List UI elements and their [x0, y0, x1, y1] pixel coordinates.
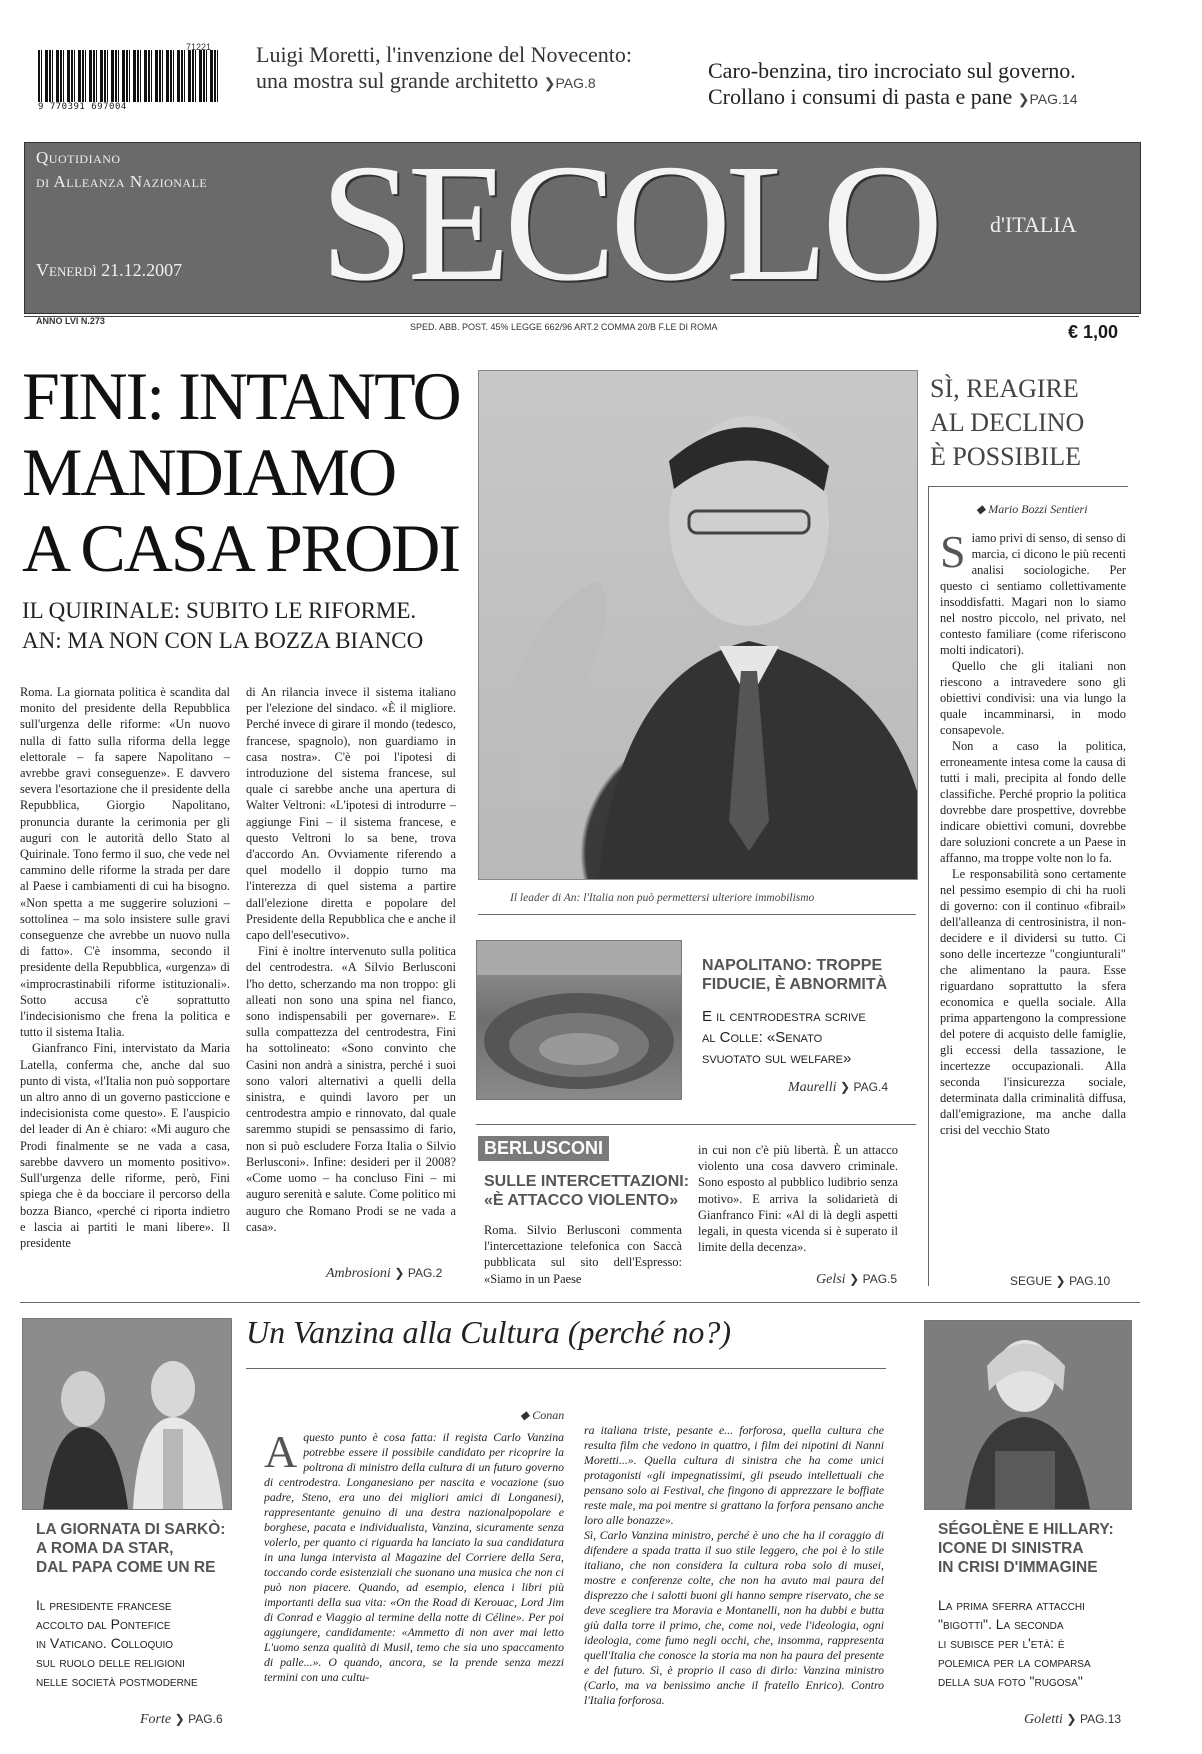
- sarko-headline-line1: LA GIORNATA DI SARKÒ:: [36, 1521, 226, 1538]
- sarko-headline-line3: DAL PAPA COME UN RE: [36, 1559, 216, 1576]
- main-subhead: [22, 596, 462, 656]
- berlusconi-headline[interactable]: [484, 1172, 694, 1210]
- napolitano-headline[interactable]: [702, 956, 912, 994]
- berlusconi-signature[interactable]: [816, 1272, 897, 1288]
- editorial-para: Quello che gli italiani non riescono a intravedere sono gli obiettivi condivisi: una via lungo la quale incamminarsi, in modo consapevole.: [940, 659, 1126, 737]
- napolitano-subhead-line1: E il centrodestra scrive: [702, 1008, 866, 1025]
- editorial-headline-line3: È POSSIBILE: [930, 442, 1081, 471]
- author-name: Goletti: [1024, 1712, 1063, 1727]
- editorial-text: [940, 530, 1126, 1270]
- teaser-benzina-line1: Caro-benzina, tiro incrociato sul governo.: [708, 58, 1076, 83]
- main-article-para: di An rilancia invece il sistema italiano per l'elezione del sindaco. «È il migliore. Perché invece di girare il mondo (tedesco, francese, spagnolo), non guardiamo in casa nostra». C'è poi l'ipotesi di introduzione del sistema francese, sul quale ci sarebbe anche una apertura di Walter Veltroni: «L'ipotesi di introdurre – aggiunge Fini – il sistema francese, e questo Veltroni lo sa bene, trova d'accordo An. Ovviamente riferendo a quel modello il doppio turno ma l'interezza di quel sistema a partire dall'elezione diretta e popolare del Presidente della Repubblica che e anche il capo dell'esecutivo».: [246, 685, 456, 943]
- teaser-moretti[interactable]: [256, 42, 686, 96]
- segolene-subhead-line: li subisce per l'età: è: [938, 1635, 1065, 1651]
- postal-info: SPED. ABB. POST. 45% LEGGE 662/96 ART.2 COMMA 20/B F.LE DI ROMA: [410, 322, 718, 332]
- divider: [246, 1368, 886, 1369]
- berlusconi-col2: [698, 1142, 898, 1290]
- vanzina-para: ra italiana triste, pesante e... forforosa, quella cultura che resulta film che vedono in quattro, i film dei nipotini di Nanni Moretti...». Quella cultura di sinistra che ha come unici protagonisti «gli impegnatissimi, gli pseudo intellettuali che pensano solo ai Festival, che fingono di apprezzare le boffiate reste male, ma poi mentre si grattano la forfora pensano anche loro alle bonazze». Sì, Carlo Vanzina ministro, perché è uno che ha il coraggio di difendere a spada tratta il suo stile leggero, che poi è lo stile italiano, che non considera la cultura roba solo di musei, mostre e conferenze colte, che non ha avuto mai paura del disprezzo che i salotti buoni gli hanno sempre riservato, che se deve scegliere tra Moravia e Montanelli, non ha dubbi e butta giù dalla torre il primo, che, come noi, vede l'ideologia, ogni ideologia, come fumo negli occhi, che, insomma, rappresenta quell'Italia che conosce la storia ma non ha paura del presente e del futuro. Sì, è proprio il caso di dirlo: Vanzina ministro (Carlo, ma va benissimo anche il fratello Enrico). Contro l'Italia forforosa.: [584, 1423, 884, 1707]
- vanzina-dropcap: A: [264, 1430, 298, 1477]
- page-ref: PAG.5: [862, 1272, 898, 1286]
- berlusconi-para: Roma. Silvio Berlusconi commenta l'intercettazione telefonica con Saccà pubblicata sul sito dell'Espresso: «Siamo in un Paese: [484, 1223, 682, 1286]
- masthead-title: SECOLO: [320, 130, 938, 316]
- sarko-subhead-line: in Vaticano. Colloquio: [36, 1635, 174, 1651]
- main-article-para: Roma. La giornata politica è scandita dal monito del presidente della Repubblica sull'urgenza delle riforme: «Un nuovo nulla di fatto sulla riforma della legge elettorale – fa sapere Napolitano – avrebbe gravi conseguenze». E davvero severa l'esortazione che il presidente della Repubblica, Giorgio Napolitano, pronuncia durante la cerimonia per gli auguri con le autorità dello Stato al Quirinale. Tono fermo il suo, che vede nel cammino delle riforme la strada per dare al Paese i cambiamenti di cui ha bisogno. «Non spetta a me suggerire soluzioni – sottolinea – ma solo insistere sulle gravi conseguenze che avrebbe un nuovo nulla di fatto». C'è insomma, secondo il presidente della Repubblica, «urgenza» di «improcrastinabili riforme istituzionali». Sotto accusa c'è soprattutto l'indecisionismo che frena la politica e tutto il sistema Italia.: [20, 685, 230, 1040]
- price: € 1,00: [1068, 322, 1119, 342]
- segolene-subhead-line: polemica per la comparsa: [938, 1654, 1091, 1670]
- berlusconi-headline-line1: SULLE INTERCETTAZIONI:: [484, 1173, 690, 1190]
- section-divider: [20, 1302, 1140, 1303]
- teaser-benzina-line2: Crollano i consumi di pasta e pane: [708, 84, 1013, 109]
- main-article-para: Fini è inoltre intervenuto sulla politica del centrodestra. «A Silvio Berlusconi l'ho detto, scherzando ma non troppo: gli alleati non sono una spina nel fianco, sono indispensabili per governare». E sulla compattezza del centrodestra, Fini ha sottolineato: «Sono convinto che Casini non andrà a sinistra, perché i suoi sono valori alternativi a quelli della sinistra, e quindi lavoro per un centrodestra ampio e rinnovato, dal quale saremmo stupidi se pensassimo di fario, non si può escludere Forza Italia o Silvio Berlusconi». Infine: desideri per il 2008? «Come uomo – ha concluso Fini – mi auguro serenità e salute. Come politico mi auguro che Romano Prodi se ne vada a casa».: [246, 944, 456, 1234]
- issue-number: ANNO LVI N.273: [36, 316, 105, 326]
- portrait-illustration: [479, 371, 917, 879]
- divider: [476, 1124, 916, 1125]
- hillary-photo: [924, 1320, 1132, 1510]
- editorial-headline-line1: SÌ, REAGIRE: [930, 374, 1079, 403]
- segolene-headline[interactable]: [938, 1520, 1138, 1577]
- main-article-signature[interactable]: [326, 1266, 442, 1282]
- page-ref: PAG.13: [1079, 1712, 1122, 1726]
- main-headline-line3: A CASA PRODI: [22, 510, 460, 586]
- page-ref: PAG.4: [853, 1080, 889, 1094]
- sarko-headline[interactable]: [36, 1520, 236, 1577]
- teaser-moretti-page: PAG.8: [555, 75, 596, 91]
- barcode-small: 71221: [186, 42, 212, 52]
- sarko-photo: [22, 1318, 232, 1510]
- segolene-subhead-line: della sua foto "rugosa": [938, 1673, 1083, 1689]
- sarko-subhead-line: accolto dal Pontefice: [36, 1616, 171, 1632]
- photo-caption: Il leader di An: l'Italia non può permettersi ulteriore immobilismo: [510, 892, 815, 904]
- senate-photo: [476, 940, 682, 1100]
- main-headline-line2: MANDIAMO: [22, 434, 396, 510]
- teaser-benzina-page: PAG.14: [1029, 91, 1078, 107]
- sarko-subhead: [36, 1596, 236, 1691]
- sarko-pope-illustration: [23, 1319, 231, 1509]
- sarko-signature[interactable]: [140, 1712, 223, 1728]
- senate-illustration: [477, 941, 681, 1099]
- sarko-subhead-line: nelle società postmoderne: [36, 1673, 198, 1689]
- barcode: [38, 50, 218, 102]
- issue-date: Venerdì 21.12.2007: [36, 260, 183, 280]
- author-name: Forte: [140, 1712, 172, 1727]
- hillary-illustration: [925, 1321, 1131, 1509]
- vanzina-para: questo punto è cosa fatta: il regista Carlo Vanzina potrebbe essere il possibile candidato per ricoprire la poltrona di ministro della cultura di un futuro governo di centrodestra. Longanesiano per nascita e vocazione (suo padre, Steno, era uno dei migliori amici di Longanesi), rappresentante genuino di una destra nazionalpopolare e borghese, pacata e individualista, Vanzina, sicuramente senza volerlo, per quanto ci riguarda ha lanciato la sua candidatura in una lunga intervista al Magazine del Corriere della Sera, toccando corde esistenziali che suonano una musica che non ci può non piacere. Quando, ad esempio, elenca i libri più importanti della sua vita: «On the Road di Kerouac, Lord Jim di Conrad e Viaggio al termine della notte di Céline». Per poi aggiungere, candidamente: «Ammetto di non aver mai letto L'uomo senza qualità di Musil, temo che sia uno spaccamento di palle...». O quando, ancora, se la prende senza mezzi termini con una cultu-: [264, 1430, 564, 1684]
- segolene-subhead: [938, 1596, 1138, 1691]
- berlusconi-para: in cui non c'è più libertà. È un attacco violento una cosa davvero criminale. Sono esposto al pubblico ludibrio senza motivo». E arriva la solidarietà di Gianfranco Fini: «Al di là degli aspetti legali, in questa vicenda si è superato il limite della decenza».: [698, 1143, 898, 1255]
- napolitano-headline-line2: FIDUCIE, È ABNORMITÀ: [702, 976, 888, 993]
- chevron-right-icon: ❯: [394, 1266, 405, 1280]
- chevron-right-icon: ❯: [1017, 91, 1030, 107]
- page-ref: PAG.2: [407, 1266, 443, 1280]
- continue-label: SEGUE: [1010, 1274, 1053, 1288]
- divider: [928, 486, 1128, 487]
- segolene-headline-line3: IN CRISI D'IMMAGINE: [938, 1559, 1098, 1576]
- segolene-headline-line1: SÉGOLÈNE E HILLARY:: [938, 1521, 1114, 1538]
- editorial-headline[interactable]: [930, 372, 1150, 474]
- editorial-para: Le responsabilità sono certamente nel pessimo esempio di chi ha ruoli di governo: con il continuo «fibrail» dell'alleanza di centrosinistra, il non-decidere e il dividersi su tutto. Ci sono delle incertezze "congiunturali" che alimentano la paura. Esse riguardano soprattutto la sfera economica e quella sociale. Alla prima appartengono la compressione del potere di acquisto delle famiglie, gli eccessi della tassazione, le incertezze occupazionali. Alla seconda l'insicurezza sociale, determinata dalla criminalità diffusa, dall'emigrazione, ma anche dalla crisi del vecchio Stato: [940, 867, 1126, 1137]
- chevron-right-icon: ❯: [543, 75, 556, 91]
- column-divider: [928, 486, 929, 1286]
- sarko-headline-line2: A ROMA DA STAR,: [36, 1540, 174, 1557]
- vanzina-author: Conan: [532, 1408, 565, 1422]
- main-headline[interactable]: [22, 358, 462, 586]
- chevron-right-icon: ❯: [174, 1712, 185, 1726]
- berlusconi-col1: [484, 1222, 682, 1288]
- author-name: Gelsi: [816, 1272, 846, 1287]
- teaser-moretti-line2: una mostra sul grande architetto: [256, 68, 539, 93]
- segolene-subhead-line: "bigotti". La seconda: [938, 1616, 1064, 1632]
- segolene-headline-line2: ICONE DI SINISTRA: [938, 1540, 1084, 1557]
- chevron-right-icon: ❯: [1066, 1712, 1077, 1726]
- editorial-para: iamo privi di senso, di senso di marcia, ci dicono le più recenti analisi sociologiche. Per questo ci sentiamo collettivamente insoddisfatti. Magari non lo siamo nel nostro piccolo, nel privato, nel contesto familiare (come riferiscono molti indicatori).: [940, 531, 1126, 657]
- napolitano-subhead-line2: al Colle: «Senato: [702, 1029, 823, 1046]
- divider: [478, 914, 916, 915]
- masthead-subtitle-line1: Quotidiano: [36, 148, 121, 167]
- sarko-subhead-line: Il presidente francese: [36, 1597, 172, 1613]
- vanzina-col1: [264, 1430, 564, 1730]
- teaser-moretti-line1: Luigi Moretti, l'invenzione del Novecento:: [256, 42, 633, 67]
- segolene-signature[interactable]: [1024, 1712, 1121, 1728]
- napolitano-subhead-line3: svuotato sul welfare»: [702, 1050, 852, 1067]
- main-subhead-line1: IL QUIRINALE: SUBITO LE RIFORME.: [22, 598, 417, 623]
- editorial-continue[interactable]: [1010, 1274, 1110, 1290]
- author-name: Ambrosioni: [326, 1266, 391, 1281]
- berlusconi-headline-line2: «È ATTACCO VIOLENTO»: [484, 1192, 679, 1209]
- masthead-rule: [24, 316, 1139, 317]
- editorial-author: Mario Bozzi Sentieri: [988, 502, 1088, 516]
- main-article-col2: [246, 684, 456, 1274]
- masthead-ditalia: d'ITALIA: [990, 212, 1077, 237]
- masthead-subtitle: [36, 146, 207, 194]
- chevron-right-icon: ❯: [849, 1272, 860, 1286]
- masthead-subtitle-line2: di Alleanza Nazionale: [36, 172, 208, 191]
- editorial-para: Non a caso la politica, erroneamente intesa come la causa di tutti i mali, precipita al fondo delle classifiche. Perché proprio la politica dovrebbe dare prospettive, dovrebbe indicare obiettivi comuni, dovrebbe dare soluzioni concrete a un Paese in affanno, ma troppe volte non lo fa.: [940, 739, 1126, 865]
- fini-photo: [478, 370, 918, 880]
- barcode-number: 9 770391 697004: [38, 102, 127, 112]
- vanzina-col2: [584, 1408, 884, 1730]
- editorial-dropcap: S: [940, 530, 966, 577]
- main-article-para: Gianfranco Fini, intervistato da Maria Latella, conferma che, anche dal suo punto di vista, «l'Italia non può sopportare un altro anno di un governo pasticcione e indecisionista come questo». E l'auspicio del leader di An è chiaro: «Mi auguro che Prodi finalmente se ne vada a casa, sarebbe davvero un momento positivo». Sull'urgenza delle riforme, però, Fini spiega che è da bocciare il percorso della bozza Bianco, «perché ci riporta indietro e lascia ai partiti le mani libere». Il presidente: [20, 1041, 230, 1250]
- chevron-right-icon: ❯: [1055, 1274, 1066, 1288]
- chevron-right-icon: ❯: [839, 1080, 851, 1094]
- segolene-subhead-line: La prima sferra attacchi: [938, 1597, 1085, 1613]
- page-ref: PAG.6: [188, 1712, 223, 1726]
- napolitano-subhead: [702, 1006, 912, 1069]
- editorial-byline: ◆ Mario Bozzi Sentieri: [976, 502, 1088, 516]
- sarko-subhead-line: sul ruolo delle religioni: [36, 1654, 185, 1670]
- vanzina-headline[interactable]: Un Vanzina alla Cultura (perché no?): [246, 1314, 731, 1350]
- vanzina-byline: ◆ Conan: [520, 1408, 565, 1422]
- editorial-headline-line2: AL DECLINO: [930, 408, 1085, 437]
- napolitano-headline-line1: NAPOLITANO: TROPPE: [702, 957, 883, 974]
- main-subhead-line2: AN: MA NON CON LA BOZZA BIANCO: [22, 628, 424, 653]
- main-headline-line1: FINI: INTANTO: [22, 358, 460, 434]
- berlusconi-tag: BERLUSCONI: [478, 1136, 609, 1161]
- author-name: Maurelli: [788, 1080, 837, 1095]
- page-ref: PAG.10: [1069, 1274, 1111, 1288]
- teaser-benzina[interactable]: [708, 58, 1138, 112]
- napolitano-signature[interactable]: [788, 1080, 888, 1096]
- main-article-col1: [20, 684, 230, 1284]
